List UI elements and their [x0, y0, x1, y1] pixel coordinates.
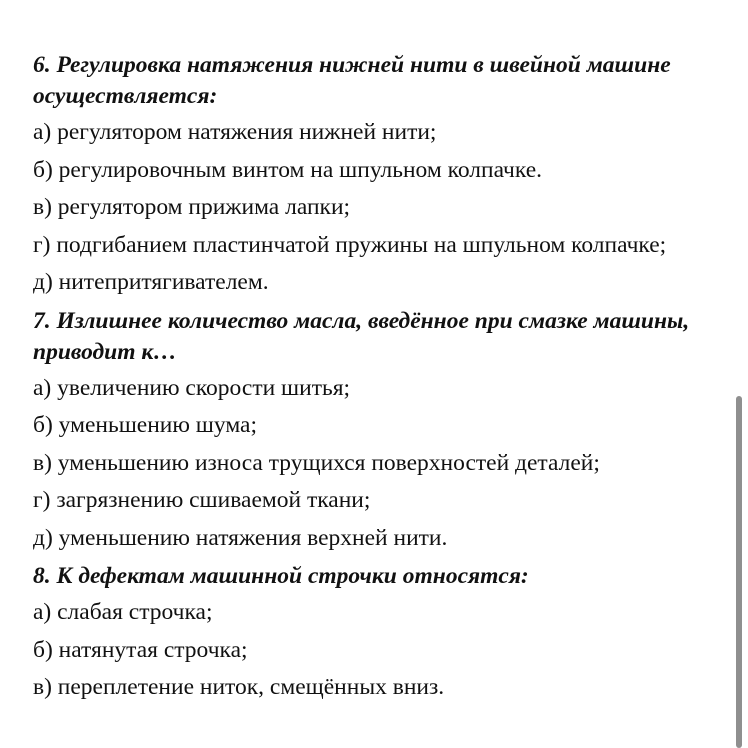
- answer-option: в) регулятором прижима лапки;: [33, 194, 351, 220]
- answer-option: а) регулятором натяжения нижней нити;: [33, 119, 437, 145]
- answer-option: а) увеличению скорости шитья;: [33, 374, 351, 401]
- answer-option: а) слабая строчка;: [33, 599, 213, 625]
- answer-option: б) регулировочным винтом на шпульном колпачке.: [33, 156, 543, 183]
- question-title: 7. Излишнее количество масла, введённое при смазке машины, приводит к…: [33, 307, 690, 365]
- question-title: 6. Регулировка натяжения нижней нити в швейной машине осуществляется:: [33, 52, 671, 109]
- question-7: [33, 306, 723, 553]
- answer-option: в) уменьшению износа трущихся поверхностей деталей;: [33, 449, 600, 476]
- answer-option: б) уменьшению шума;: [33, 412, 258, 438]
- answer-options: [33, 598, 723, 702]
- question-6: [33, 50, 723, 297]
- answer-option: г) загрязнению сшиваемой ткани;: [33, 487, 371, 513]
- answer-option: д) нитепритягивателем.: [33, 269, 269, 295]
- question-title: 8. К дефектам машинной строчки относятся:: [33, 563, 529, 589]
- answer-option: б) натянутая строчка;: [33, 636, 248, 663]
- question-8: [33, 561, 723, 702]
- vertical-scrollbar[interactable]: [736, 396, 742, 748]
- answer-options: [33, 374, 723, 553]
- answer-option: д) уменьшению натяжения верхней нити.: [33, 524, 448, 551]
- answer-option: в) переплетение ниток, смещённых вниз.: [33, 674, 445, 700]
- answer-options: [33, 118, 723, 297]
- document-content: [33, 50, 723, 711]
- answer-option: г) подгибанием пластинчатой пружины на шпульном колпачке;: [33, 231, 667, 258]
